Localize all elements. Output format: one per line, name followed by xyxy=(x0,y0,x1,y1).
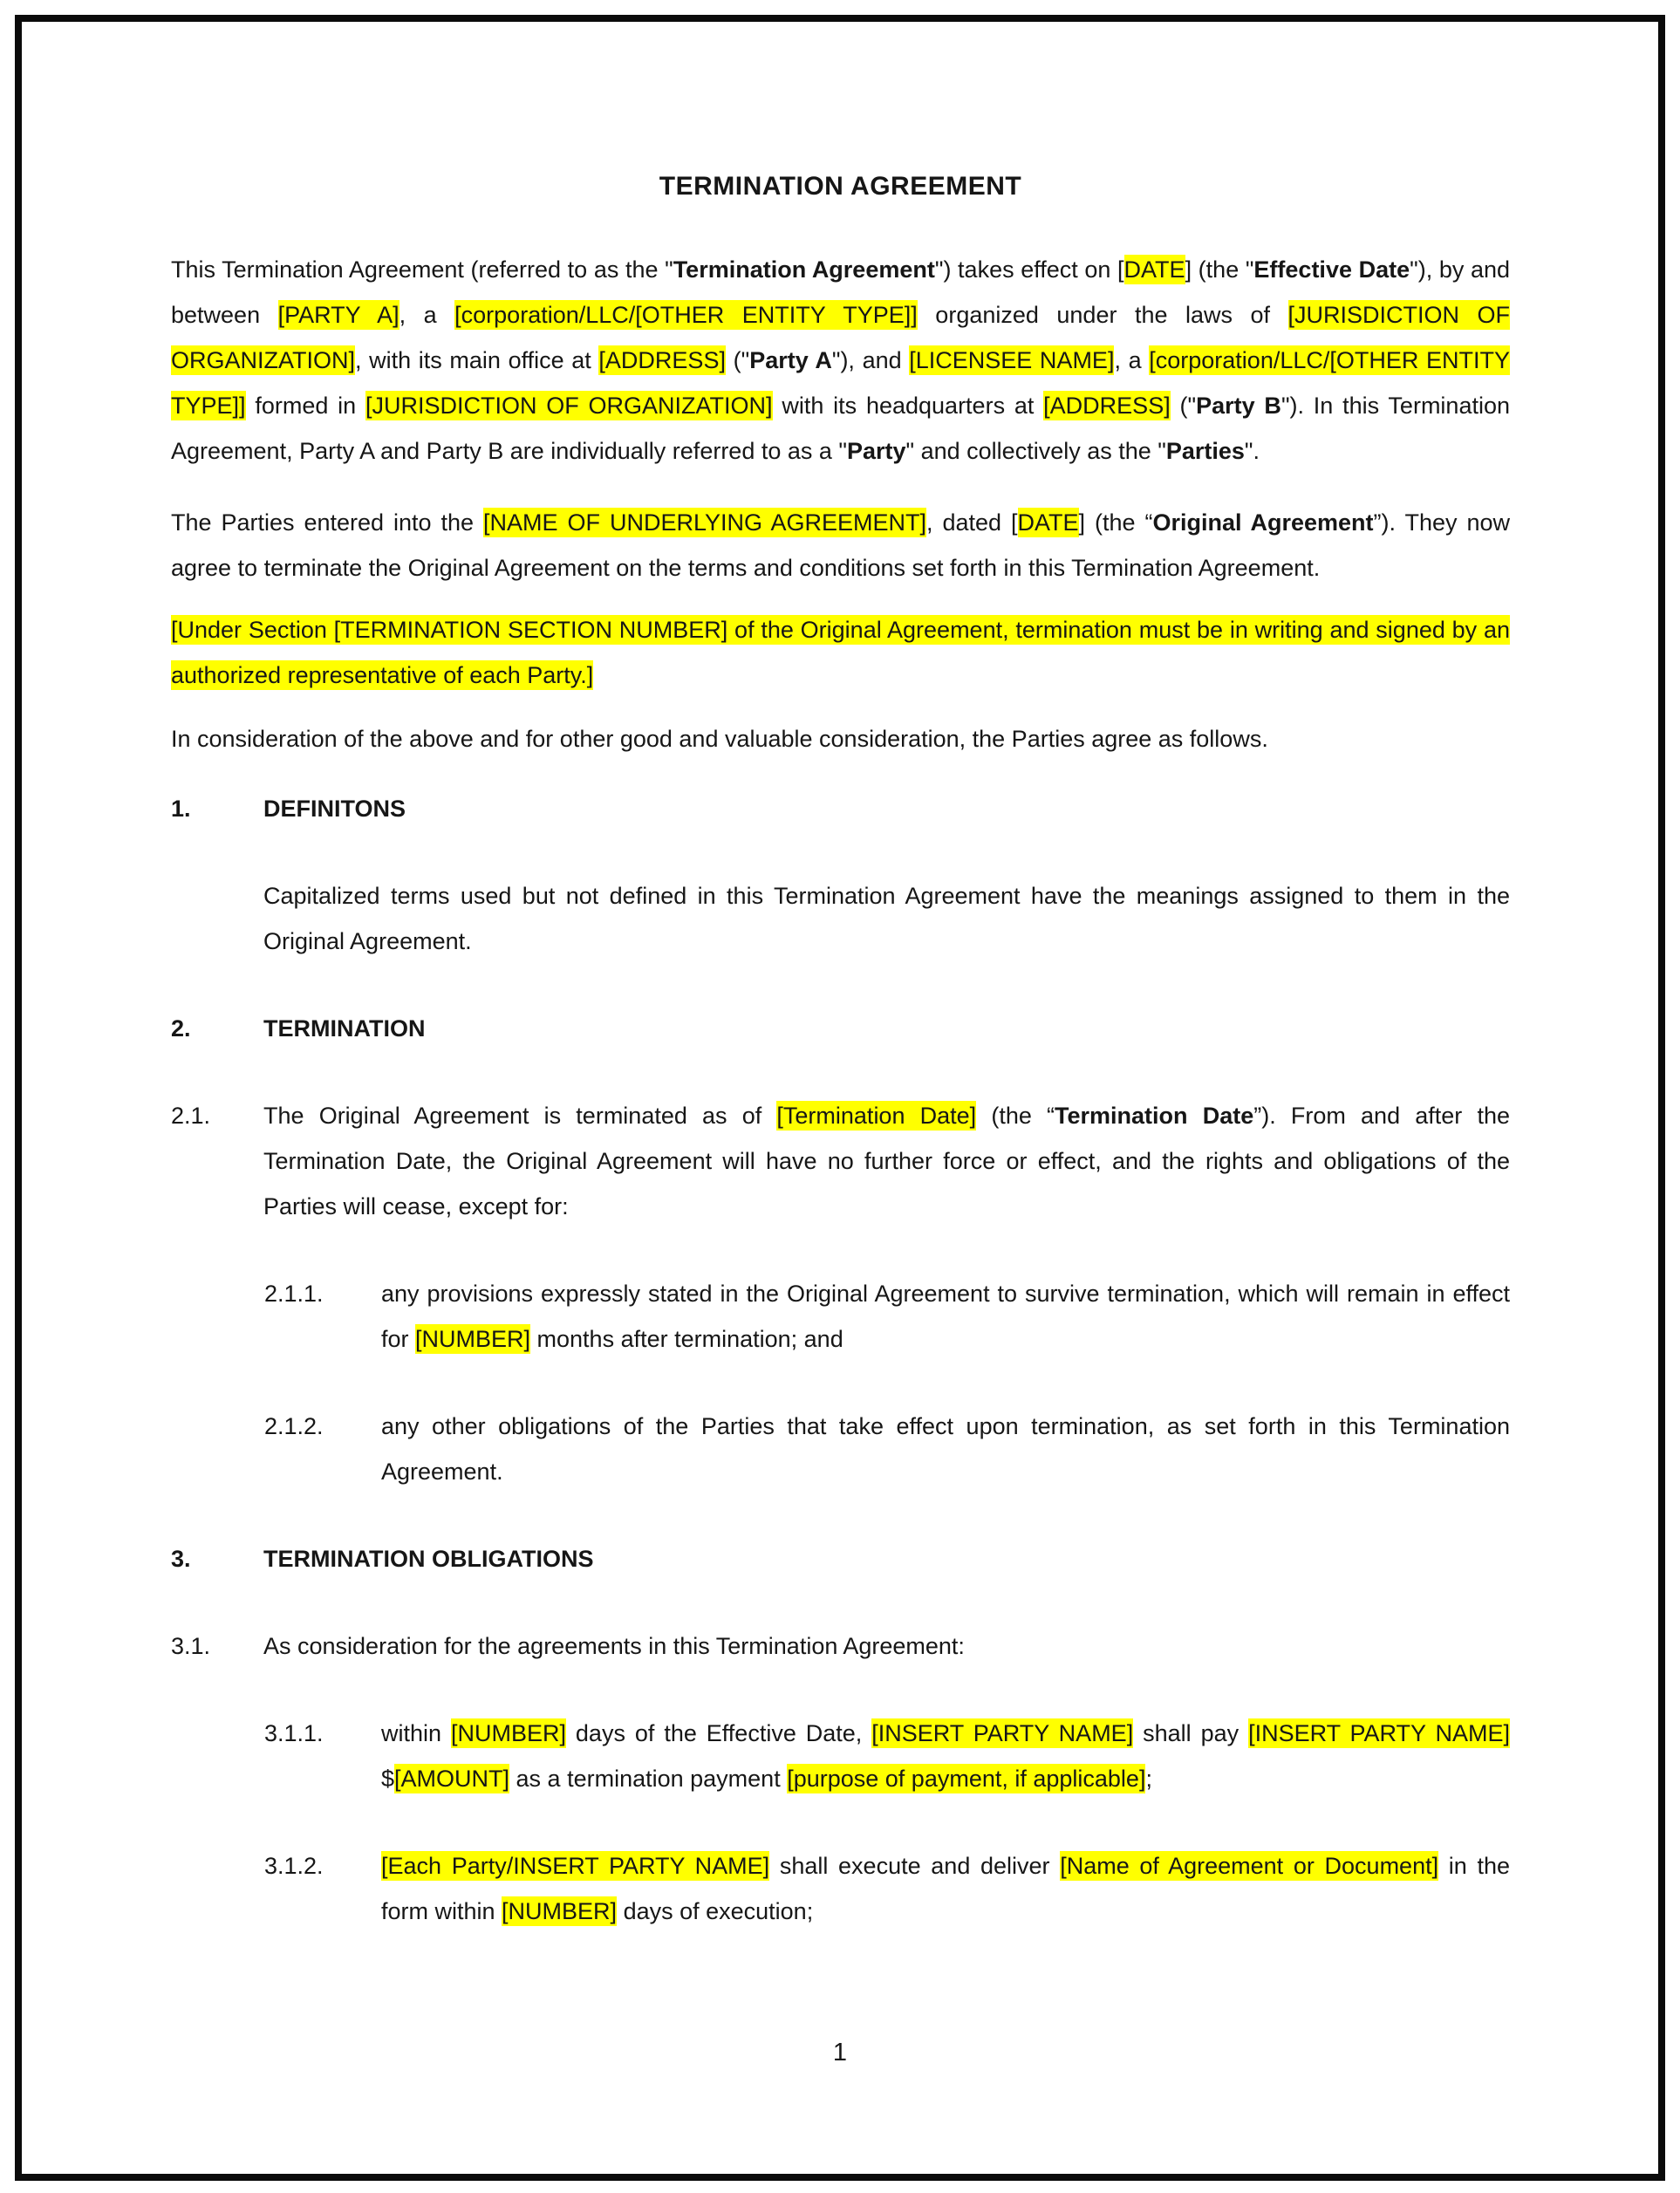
highlighted-placeholder: [ADDRESS] xyxy=(1043,393,1171,419)
text-run: ; xyxy=(1145,1766,1152,1792)
clause-3-1 xyxy=(171,1623,1510,1669)
bold-text: Party B xyxy=(1196,393,1281,419)
clause-3-1-1-number: 3.1.1. xyxy=(264,1720,324,1746)
highlighted-placeholder: [AMOUNT] xyxy=(394,1766,510,1792)
highlighted-placeholder: [corporation/LLC/[OTHER ENTITY TYPE]] xyxy=(454,302,918,328)
highlighted-placeholder: [LICENSEE NAME] xyxy=(909,347,1115,373)
highlighted-placeholder: [INSERT PARTY NAME] xyxy=(871,1720,1134,1746)
text-run: , a xyxy=(1114,347,1150,373)
highlighted-placeholder: [JURISDICTION OF ORGANIZATION] xyxy=(365,393,773,419)
text-run: any other obligations of the Parties that take effect upon termination, as set forth in this Termination Agreement. xyxy=(381,1413,1510,1485)
highlighted-placeholder: DATE xyxy=(1123,256,1185,283)
highlighted-placeholder: [corporation/LLC/[OTHER ENTITY TYPE]] xyxy=(171,347,1511,419)
text-run: with its headquarters at xyxy=(772,393,1044,419)
clause-3-1-number: 3.1. xyxy=(171,1633,211,1659)
clause-2-1-1-body xyxy=(381,1281,1510,1354)
section-1-title: DEFINITONS xyxy=(263,796,406,822)
text-run: organized under the laws of xyxy=(917,302,1288,328)
highlighted-placeholder: [NUMBER] xyxy=(415,1326,531,1352)
clause-3-1-2-number: 3.1.2. xyxy=(264,1853,324,1879)
section-3-heading-row xyxy=(171,1536,1510,1582)
bold-text: Effective Date xyxy=(1253,256,1410,283)
clause-2-1-2-body xyxy=(381,1413,1510,1485)
highlighted-placeholder: [INSERT PARTY NAME] xyxy=(1248,1720,1511,1746)
bold-text: Termination Agreement xyxy=(673,256,935,283)
highlighted-placeholder: [ADDRESS] xyxy=(598,347,726,373)
document-content xyxy=(171,0,1510,1976)
clause-2-1-1-number: 2.1.1. xyxy=(264,1281,324,1307)
text-run: "). In this Termination Agreement, Party A and Party B are individually referred to as a " xyxy=(171,393,1510,464)
intro-paragraph-original-agreement xyxy=(171,500,1510,591)
section-1-heading-row xyxy=(171,786,1510,831)
clause-3-1-2 xyxy=(171,1843,1510,1934)
text-run: any provisions expressly stated in the Original Agreement to survive termination, which will remain in effect for xyxy=(381,1281,1510,1352)
section-1-body-paragraph xyxy=(171,873,1510,964)
bold-text: Original Agreement xyxy=(1152,509,1374,536)
text-run: "), by and between xyxy=(171,256,1511,328)
highlighted-placeholder: [NUMBER] xyxy=(450,1720,566,1746)
highlighted-placeholder: [JURISDICTION OF ORGANIZATION] xyxy=(171,302,1510,373)
text-run: formed in xyxy=(245,393,365,419)
text-run: In consideration of the above and for other good and valuable consideration, the Parties agree as follows. xyxy=(171,726,1268,752)
section-2-number: 2. xyxy=(171,1015,191,1042)
clause-3-1-1-body xyxy=(381,1718,1510,1793)
text-run: ] (the “ xyxy=(1078,509,1153,536)
section-3-number: 3. xyxy=(171,1546,191,1572)
text-run: shall pay xyxy=(1133,1720,1249,1746)
text-run: The Original Agreement is terminated as of xyxy=(263,1103,777,1129)
text-run: ”). They now agree to terminate the Original Agreement on the terms and conditions set forth in this Termination Agreement. xyxy=(171,509,1510,581)
highlighted-placeholder: [NAME OF UNDERLYING AGREEMENT] xyxy=(483,509,926,536)
text-run: in the form within xyxy=(381,1853,1511,1924)
text-run: ". xyxy=(1244,438,1260,464)
text-run: , a xyxy=(399,302,455,328)
intro-paragraph-highlighted-clause xyxy=(171,607,1510,698)
text-run: days of the Effective Date, xyxy=(565,1720,872,1746)
section-3-title: TERMINATION OBLIGATIONS xyxy=(263,1546,594,1572)
clause-2-1-1 xyxy=(171,1271,1510,1362)
highlighted-placeholder: [PARTY A] xyxy=(277,302,400,328)
clause-2-1-number: 2.1. xyxy=(171,1103,211,1129)
text-run: (" xyxy=(1170,393,1197,419)
text-run: ”). From and after the Termination Date, the Original Agreement will have no further force or effect, and the rights and obligations of the Parties will cease, except for: xyxy=(263,1103,1510,1219)
document-title: TERMINATION AGREEMENT xyxy=(659,172,1022,201)
clause-3-1-body xyxy=(263,1633,965,1659)
bold-text: Party xyxy=(846,438,906,464)
text-run: (" xyxy=(725,347,750,373)
text-run: ] (the " xyxy=(1185,256,1254,283)
text-run: ") takes effect on [ xyxy=(934,256,1124,283)
highlighted-placeholder: [Under Section [TERMINATION SECTION NUMBER] of the Original Agreement, termination must be in writing and signed by an authorized representative of each Party.] xyxy=(171,617,1510,688)
text-run: $ xyxy=(381,1766,395,1792)
clause-2-1-2 xyxy=(171,1404,1510,1494)
text-run: " and collectively as the " xyxy=(905,438,1166,464)
text-run: "), and xyxy=(831,347,910,373)
text-run: Capitalized terms used but not defined in this Termination Agreement have the meanings assigned to them in the Original Agreement. xyxy=(263,883,1510,954)
highlighted-placeholder: [purpose of payment, if applicable] xyxy=(787,1766,1146,1792)
text-run: months after termination; and xyxy=(530,1326,843,1352)
page-number: 1 xyxy=(832,2039,848,2067)
section-2-title: TERMINATION xyxy=(263,1015,426,1042)
text-run: This Termination Agreement (referred to as the " xyxy=(171,256,673,283)
text-run: The Parties entered into the xyxy=(171,509,484,536)
intro-paragraph-parties xyxy=(171,247,1510,474)
section-1-number: 1. xyxy=(171,796,191,822)
highlighted-placeholder: DATE xyxy=(1017,509,1079,536)
text-run: as a termination payment xyxy=(509,1766,788,1792)
text-run: (the “ xyxy=(976,1103,1055,1129)
text-run: days of execution; xyxy=(617,1898,814,1924)
text-run: shall execute and deliver xyxy=(769,1853,1061,1879)
text-run: , with its main office at xyxy=(355,347,599,373)
clause-3-1-2-body xyxy=(381,1851,1510,1926)
bold-text: Termination Date xyxy=(1055,1103,1254,1129)
clause-2-1-body xyxy=(263,1101,1510,1219)
highlighted-placeholder: [Name of Agreement or Document] xyxy=(1060,1853,1439,1879)
text-run: , dated [ xyxy=(926,509,1018,536)
highlighted-placeholder: [Termination Date] xyxy=(776,1103,977,1129)
text-run: within xyxy=(381,1720,451,1746)
bold-text: Party A xyxy=(749,347,832,373)
text-run: As consideration for the agreements in this Termination Agreement: xyxy=(263,1633,965,1659)
clause-2-1 xyxy=(171,1093,1510,1229)
highlighted-placeholder: [NUMBER] xyxy=(502,1898,618,1924)
section-2-heading-row xyxy=(171,1006,1510,1051)
highlighted-placeholder: [Each Party/INSERT PARTY NAME] xyxy=(381,1853,770,1879)
bold-text: Parties xyxy=(1165,438,1245,464)
clause-3-1-1 xyxy=(171,1711,1510,1801)
intro-paragraph-consideration xyxy=(171,716,1510,762)
clause-2-1-2-number: 2.1.2. xyxy=(264,1413,324,1439)
